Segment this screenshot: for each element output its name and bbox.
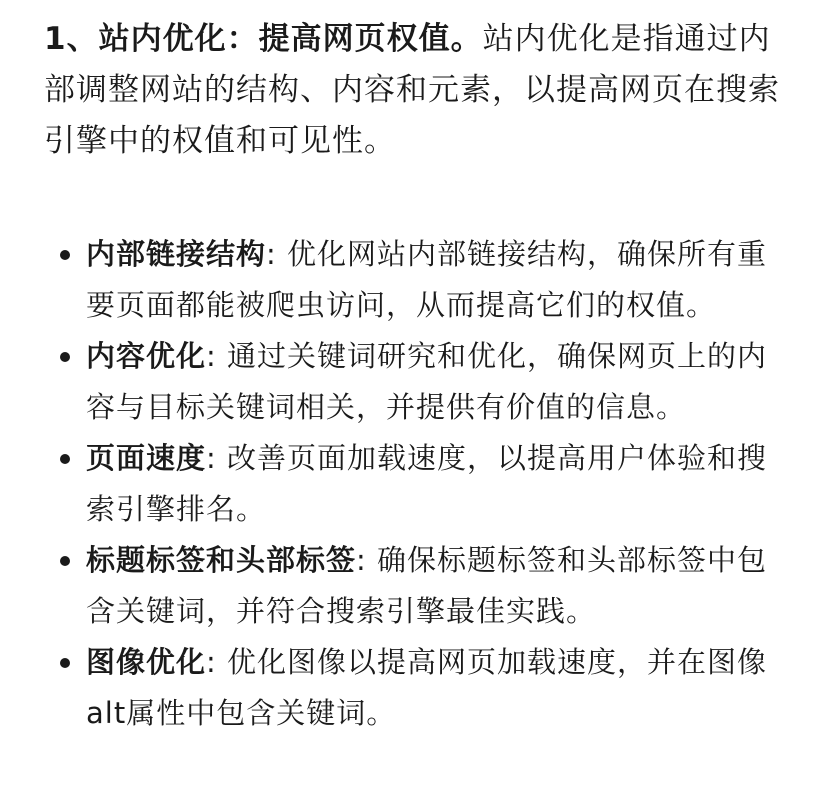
list-item-desc: 优化图像以提高网页加载速度，并在图像alt属性中包含关键词。 [86,645,768,730]
list-item-separator: : [206,645,228,679]
list-item-desc: 通过关键词研究和优化，确保网页上的内容与目标关键词相关，并提供有价值的信息。 [86,339,768,424]
bullet-dot-icon [60,658,70,668]
list-item-separator: : [356,543,378,577]
bullet-dot-icon [60,250,70,260]
list-item [44,433,797,535]
bullet-dot-icon [60,454,70,464]
list-item-term: 内容优化 [86,339,207,373]
list-item-desc: 优化网站内部链接结构，确保所有重要页面都能被爬虫访问，从而提高它们的权值。 [86,237,768,322]
bullet-list [44,229,797,739]
list-item-desc: 确保标题标签和头部标签中包含关键词，并符合搜索引擎最佳实践。 [86,543,768,628]
list-item-desc: 改善页面加载速度，以提高用户体验和搜索引擎排名。 [86,441,768,526]
list-item-separator: : [206,339,228,373]
list-item [44,229,797,331]
list-item-term: 页面速度 [86,441,207,475]
list-item-separator: : [206,441,228,475]
list-item [44,637,797,739]
bullet-dot-icon [60,352,70,362]
bullet-dot-icon [60,556,70,566]
list-item-separator: : [266,237,288,271]
intro-paragraph [44,14,797,167]
list-item-term: 图像优化 [86,645,207,679]
intro-lead: 1、站内优化：提高网页权值。 [44,21,483,57]
list-item-term: 标题标签和头部标签 [86,543,357,577]
list-item [44,331,797,433]
intro-text: 站内优化是指通过内部调整网站的结构、内容和元素，以提高网页在搜索引擎中的权值和可见性。 [44,21,780,159]
list-item-term: 内部链接结构 [86,237,267,271]
list-item [44,535,797,637]
